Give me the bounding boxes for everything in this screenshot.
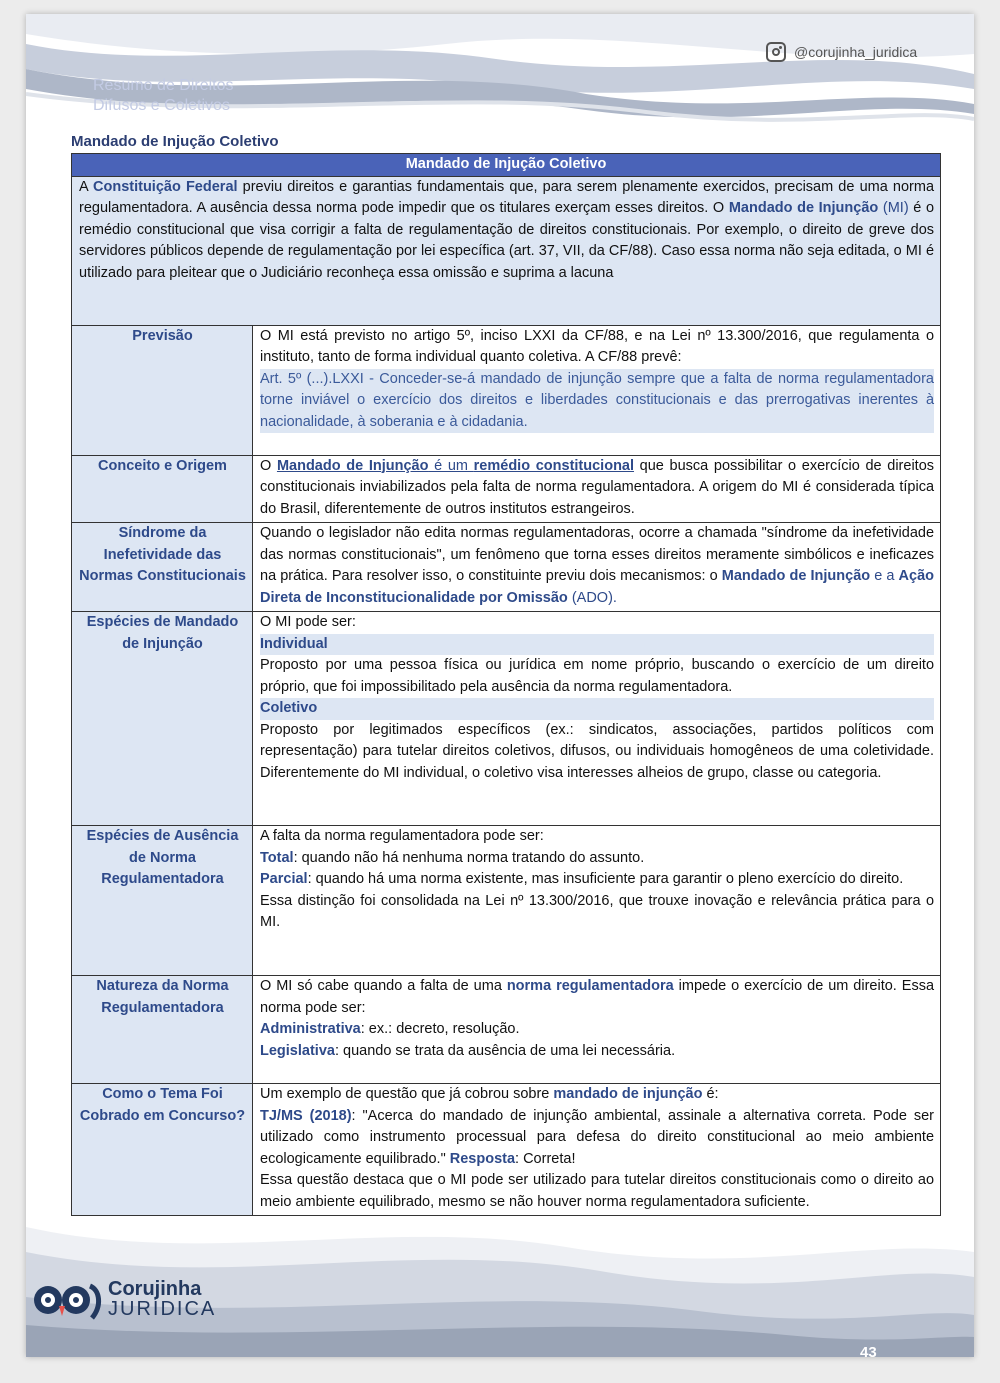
row-content-sindrome: Quando o legislador não edita normas regulamentadoras, ocorre a chamada "síndrome da inefetividade das normas constitucionais", um fenômeno que torna esses direitos meramente simbólicos e ineficazes na prática. Para resolver isso, o constituinte previu dois mecanismos: o Mandado de Injunção e a Ação Direta de Inconstitucionalidade por Omissão (ADO).: [253, 523, 941, 612]
row-content-especies-mi: O MI pode ser: Individual Proposto por uma pessoa física ou jurídica em nome próprio, buscando o exercício de um direito próprio, que foi impossibilitado pela ausência da norma regulamentadora. Coletivo Proposto por legitimados específicos (ex.: sindicatos, associações, partidos políticos com representação) para tutelar direitos coletivos, difusos, ou individuais homogêneos de uma coletividade. Diferentemente do MI individual, o coletivo visa interesses alheios de grupo, classe ou categoria.: [253, 612, 941, 826]
row-label-especies-mi: Espécies de Mandado de Injunção: [72, 612, 253, 826]
row-label-conceito: Conceito e Origem: [72, 455, 253, 523]
row-content-concurso: Um exemplo de questão que já cobrou sobre mandado de injunção é: TJ/MS (2018): "Acerca do mandado de injunção ambiental, assinale a alternativa correta. Pode ser utilizado como instrumento processual para defesa do direito constitucional ao meio ambiente ecologicamente equilibrado." Resposta: Correta! Essa questão destaca que o MI pode ser utilizado para tutelar direitos constitucionais como o direito ao meio ambiente equilibrado, mesmo se não houver norma regulamentadora suficiente.: [253, 1084, 941, 1216]
row-content-previsao: O MI está previsto no artigo 5º, inciso LXXI da CF/88, e na Lei nº 13.300/2016, que regulamenta o instituto, tanto de forma individual quanto coletiva. A CF/88 prevê: Art. 5º (...).LXXI - Conceder-se-á mandado de injunção sempre que a falta de norma regulamentadora torne inviável o exercício dos direitos e liberdades constitucionais e das prerrogativas inerentes à nacionalidade, à soberania e à cidadania.: [253, 325, 941, 455]
page-number: 43: [860, 1344, 877, 1361]
document-title: [93, 76, 234, 116]
document-page: [26, 14, 974, 1357]
row-label-previsao: Previsão: [72, 325, 253, 455]
document-title-line2: Difusos e Coletivos: [93, 97, 230, 114]
instagram-handle-text: @corujinha_juridica: [794, 44, 918, 60]
brand-logo: [30, 1276, 216, 1322]
row-content-especies-ausencia: A falta da norma regulamentadora pode ser: Total: quando não há nenhuma norma tratando do assunto. Parcial: quando há uma norma existente, mas insuficiente para garantir o pleno exercício do direito. Essa distinção foi consolidada na Lei nº 13.300/2016, que trouxe inovação e relevância prática para o MI.: [253, 826, 941, 976]
row-content-natureza: O MI só cabe quando a falta de uma norma regulamentadora impede o exercício de um direito. Essa norma pode ser: Administrativa: ex.: decreto, resolução. Legislativa: quando se trata da ausência de uma lei necessária.: [253, 976, 941, 1084]
document-title-line1: Resumo de Direitos: [93, 77, 234, 94]
row-label-concurso: Como o Tema Foi Cobrado em Concurso?: [72, 1084, 253, 1216]
row-content-conceito: O Mandado de Injunção é um remédio constitucional que busca possibilitar o exercício de direitos constitucionais inviabilizados pela falta de norma regulamentadora. A origem do MI é considerada típica do Brasil, diferentemente de outros institutos estrangeiros.: [253, 455, 941, 523]
intro-cell: A Constituição Federal previu direitos e garantias fundamentais que, para serem plenamente exercidos, precisam de uma norma regulamentadora. A ausência dessa norma pode impedir que os titulares exerçam esses direitos. O Mandado de Injunção (MI) é o remédio constitucional que visa corrigir a falta de regulamentação de direitos constitucionais. Por exemplo, o direito de greve dos servidores públicos depende de regulamentação por lei específica (art. 37, VII, da CF/88). Caso essa norma não seja editada, o MI é utilizado para pleitear que o Judiciário reconheça essa omissão e suprima a lacuna: [72, 176, 941, 325]
instagram-handle: [766, 42, 917, 62]
brand-line1: Corujinha: [108, 1278, 202, 1300]
law-quote: Art. 5º (...).LXXI - Conceder-se-á mandado de injunção sempre que a falta de norma regulamentadora torne inviável o exercício dos direitos e liberdades constitucionais e das prerrogativas inerentes à nacionalidade, à soberania e à cidadania.: [260, 369, 934, 434]
brand-name: [108, 1279, 216, 1319]
row-label-sindrome: Síndrome da Inefetividade das Normas Constitucionais: [72, 523, 253, 612]
row-label-especies-ausencia: Espécies de Ausência de Norma Regulamentadora: [72, 826, 253, 976]
instagram-icon: [766, 42, 786, 62]
table-heading: Mandado de Injução Coletivo: [72, 154, 941, 177]
subhead-individual: Individual: [260, 634, 934, 656]
row-label-natureza: Natureza da Norma Regulamentadora: [72, 976, 253, 1084]
subhead-coletivo: Coletivo: [260, 698, 934, 720]
summary-table: [71, 153, 941, 1216]
brand-line2: JURÍDICA: [108, 1298, 217, 1320]
section-title: Mandado de Injução Coletivo: [71, 133, 279, 150]
owl-logo-icon: [30, 1276, 104, 1322]
